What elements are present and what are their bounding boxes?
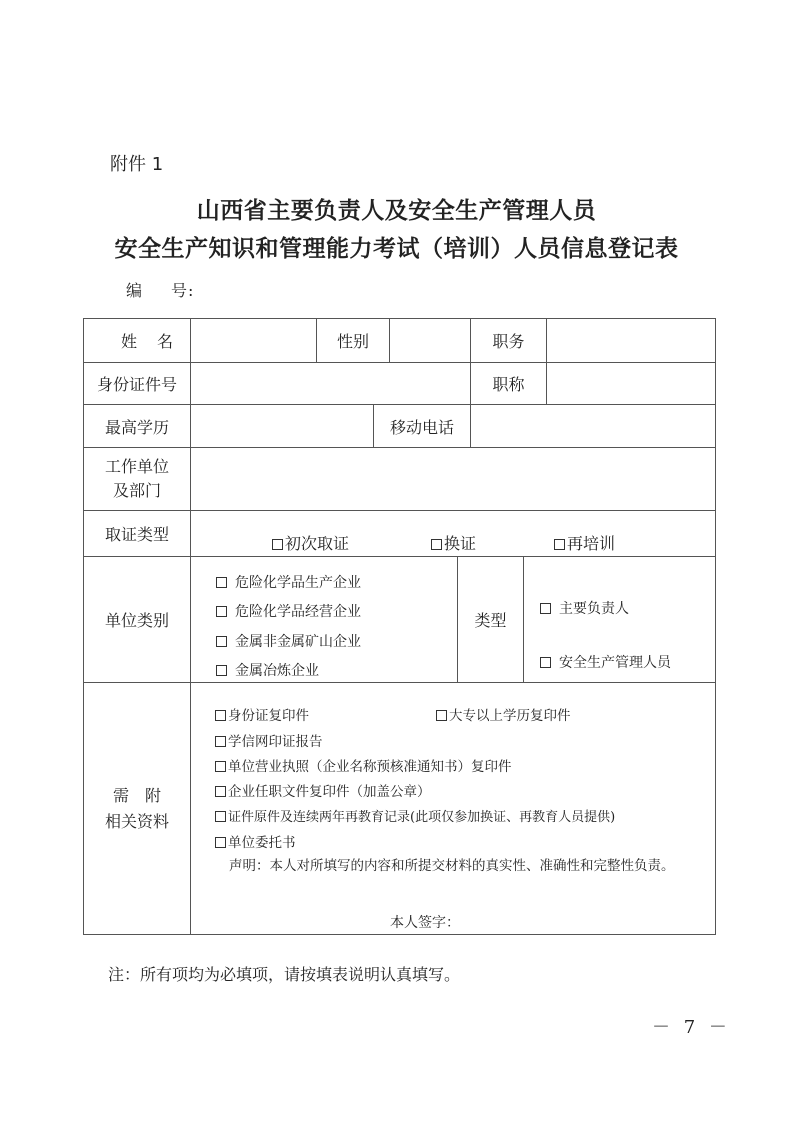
gender-label: 性别 bbox=[336, 332, 369, 351]
materials-label-line1: 需 附 bbox=[112, 785, 161, 805]
checkbox[interactable] bbox=[431, 539, 442, 550]
material-option[interactable]: 大专以上学历复印件 bbox=[436, 704, 571, 724]
page-number: － 7 － bbox=[652, 1017, 731, 1038]
signature-label: 本人签字： bbox=[390, 915, 460, 931]
material-option[interactable]: 身份证复印件 bbox=[215, 704, 309, 724]
table-border-right bbox=[715, 318, 716, 935]
cert-option-retraining[interactable]: 再培训 bbox=[554, 531, 615, 554]
material-option[interactable]: 单位营业执照（企业名称预核准通知书）复印件 bbox=[215, 755, 512, 775]
gender-field[interactable] bbox=[390, 319, 470, 362]
id-number-field[interactable] bbox=[191, 363, 470, 404]
material-option[interactable]: 学信网印证报告 bbox=[215, 730, 323, 750]
position-field[interactable] bbox=[547, 319, 715, 404]
unit-category-label: 单位类别 bbox=[104, 611, 169, 630]
checkbox[interactable] bbox=[215, 710, 226, 721]
checkbox[interactable] bbox=[215, 811, 226, 822]
work-unit-field[interactable] bbox=[191, 448, 715, 510]
checkbox[interactable] bbox=[215, 761, 226, 772]
checkbox[interactable] bbox=[215, 786, 226, 797]
work-unit-label-line2: 及部门 bbox=[112, 481, 161, 500]
material-option[interactable]: 单位委托书 bbox=[215, 831, 296, 851]
checkbox[interactable] bbox=[216, 606, 227, 617]
unit-category-option[interactable]: 危险化学品经营企业 bbox=[216, 601, 361, 621]
table-border-bottom bbox=[83, 934, 716, 935]
checkbox[interactable] bbox=[540, 657, 551, 668]
attachment-label: 附件 1 bbox=[110, 154, 164, 175]
id-number-label: 身份证件号 bbox=[96, 375, 177, 394]
footnote: 注：所有项均为必填项，请按填表说明认真填写。 bbox=[108, 965, 461, 984]
education-label: 最高学历 bbox=[104, 417, 169, 437]
checkbox[interactable] bbox=[436, 710, 447, 721]
materials-label-line2: 相关资料 bbox=[104, 811, 169, 831]
type-option-principal[interactable]: 主要负责人 bbox=[540, 598, 629, 618]
work-unit-label bbox=[84, 448, 190, 510]
materials-label bbox=[84, 683, 190, 934]
declaration-text: 本人对所填写的内容和所提交材料的真实性、准确性和完整性负责。 bbox=[269, 858, 675, 874]
work-unit-label-line1: 工作单位 bbox=[104, 457, 169, 476]
name-label: 姓名 bbox=[120, 332, 193, 351]
declaration-heading: 声明： bbox=[229, 858, 270, 874]
checkbox[interactable] bbox=[215, 736, 226, 747]
name-field[interactable] bbox=[191, 319, 316, 362]
material-option[interactable]: 证件原件及连续两年再教育记录(此项仅参加换证、再教育人员提供) bbox=[215, 806, 615, 825]
checkbox[interactable] bbox=[540, 603, 551, 614]
mobile-label: 移动电话 bbox=[389, 417, 454, 437]
title-label: 职称 bbox=[492, 375, 525, 394]
cert-option-renewal[interactable]: 换证 bbox=[431, 531, 476, 554]
checkbox[interactable] bbox=[216, 636, 227, 647]
cert-option-initial[interactable]: 初次取证 bbox=[272, 531, 349, 554]
checkbox[interactable] bbox=[216, 577, 227, 588]
education-field[interactable] bbox=[191, 405, 373, 447]
signature-field[interactable] bbox=[470, 908, 700, 932]
form-title-line2: 安全生产知识和管理能力考试（培训）人员信息登记表 bbox=[114, 235, 679, 262]
checkbox[interactable] bbox=[554, 539, 565, 550]
type-option-safety-manager[interactable]: 安全生产管理人员 bbox=[540, 652, 671, 672]
type-label: 类型 bbox=[474, 611, 507, 630]
form-title-line1: 山西省主要负责人及安全生产管理人员 bbox=[196, 197, 597, 224]
position-label: 职务 bbox=[492, 332, 525, 351]
unit-category-option[interactable]: 危险化学品生产企业 bbox=[216, 572, 361, 592]
serial-number-label: 编 号: bbox=[126, 281, 195, 300]
unit-category-option[interactable]: 金属冶炼企业 bbox=[216, 660, 319, 680]
checkbox[interactable] bbox=[272, 539, 283, 550]
table-rule bbox=[523, 556, 524, 682]
checkbox[interactable] bbox=[216, 665, 227, 676]
unit-category-option[interactable]: 金属非金属矿山企业 bbox=[216, 631, 361, 651]
checkbox[interactable] bbox=[215, 837, 226, 848]
mobile-field[interactable] bbox=[471, 405, 715, 447]
declaration bbox=[203, 855, 713, 877]
material-option[interactable]: 企业任职文件复印件（加盖公章） bbox=[215, 780, 431, 800]
cert-type-label: 取证类型 bbox=[104, 525, 169, 544]
